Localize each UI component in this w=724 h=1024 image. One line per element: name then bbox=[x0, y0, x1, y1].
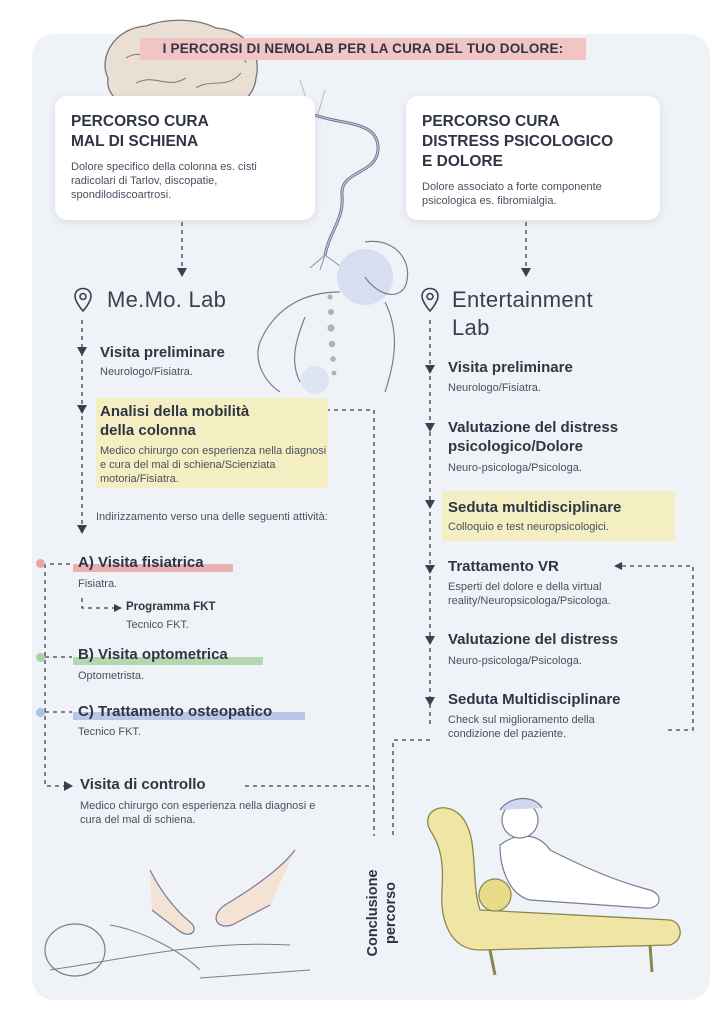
conclusion-line-1: Conclusione bbox=[365, 869, 381, 957]
control-title: Visita di controllo bbox=[80, 776, 206, 793]
step-subtitle: Check sul miglioramento della condizione del paziente. bbox=[448, 714, 595, 740]
sub-option-title: Programma FKT bbox=[126, 601, 216, 613]
step-title: Seduta multidisciplinare bbox=[448, 499, 622, 516]
routing-note: Indirizzamento verso una delle seguenti attività: bbox=[96, 511, 328, 523]
step-subtitle: Colloquio e test neuropsicologici. bbox=[448, 521, 609, 533]
step-title: Valutazione del distress bbox=[448, 631, 619, 648]
step-subtitle: Neuro-psicologa/Psicologa. bbox=[448, 462, 582, 474]
card-title-line-2: DISTRESS PSICOLOGICO bbox=[422, 133, 614, 150]
step-title: Visita preliminare bbox=[100, 344, 225, 361]
card-title-line-1: PERCORSO CURA bbox=[422, 113, 560, 130]
conclusion-line-2: percorso bbox=[383, 881, 399, 945]
option-subtitle: Tecnico FKT. bbox=[78, 726, 141, 738]
option-dot bbox=[36, 559, 45, 568]
card-distress-psicologico bbox=[406, 96, 660, 220]
step-title bbox=[100, 402, 249, 440]
option-subtitle: Optometrista. bbox=[78, 670, 145, 682]
step-subtitle: Medico chirurgo con esperienza nella diagnosi e cura del mal di schiena/Scienziata motoria/Fisiatra. bbox=[100, 445, 327, 485]
lab-name-line-2: Lab bbox=[452, 315, 490, 340]
card-title-line-3: E DOLORE bbox=[422, 153, 503, 170]
sub-option-subtitle: Tecnico FKT. bbox=[126, 619, 189, 631]
step-title-line-1: Valutazione del distress bbox=[448, 419, 619, 436]
page-title: I PERCORSI DI NEMOLAB PER LA CURA DEL TUO DOLORE: bbox=[140, 38, 586, 60]
card-title-line-1: PERCORSO CURA bbox=[71, 113, 209, 130]
option-title: A) Visita fisiatrica bbox=[78, 554, 204, 571]
card-description: Dolore associato a forte componente psicologica es. fibromialgia. bbox=[422, 181, 602, 207]
step-subtitle: Neurologo/Fisiatra. bbox=[448, 382, 541, 394]
option-dot bbox=[36, 653, 45, 662]
step-title-line-2: psicologico/Dolore bbox=[448, 438, 584, 455]
option-title: B) Visita optometrica bbox=[78, 646, 228, 663]
option-dot bbox=[36, 708, 45, 717]
lab-name-entertainment bbox=[452, 286, 593, 342]
option-title: C) Trattamento osteopatico bbox=[78, 703, 273, 720]
step-title bbox=[448, 418, 618, 456]
control-subtitle: Medico chirurgo con esperienza nella diagnosi e cura del mal di schiena. bbox=[80, 800, 316, 826]
location-pin-icon bbox=[73, 287, 93, 313]
card-title-line-2: MAL DI SCHIENA bbox=[71, 133, 199, 150]
step-subtitle: Neurologo/Fisiatra. bbox=[100, 366, 193, 378]
lab-name-memo: Me.Mo. Lab bbox=[107, 287, 227, 312]
location-pin-icon bbox=[420, 287, 440, 313]
lab-name-line-1: Entertainment bbox=[452, 287, 593, 312]
step-title: Seduta Multidisciplinare bbox=[448, 691, 621, 708]
step-title-line-1: Analisi della mobilità bbox=[100, 403, 250, 420]
conclusion-label bbox=[364, 858, 400, 968]
step-subtitle: Esperti del dolore e della virtual reality/Neuropsicologa/Psicologa. bbox=[448, 581, 611, 607]
option-subtitle: Fisiatra. bbox=[78, 578, 118, 590]
step-title: Visita preliminare bbox=[448, 359, 573, 376]
step-subtitle: Neuro-psicologa/Psicologa. bbox=[448, 655, 582, 667]
step-title-line-2: della colonna bbox=[100, 422, 196, 439]
step-title: Trattamento VR bbox=[448, 558, 559, 575]
card-mal-di-schiena bbox=[55, 96, 315, 220]
card-description: Dolore specifico della colonna es. cisti radicolari di Tarlov, discopatie, spondilodiscoartrosi. bbox=[71, 161, 257, 201]
